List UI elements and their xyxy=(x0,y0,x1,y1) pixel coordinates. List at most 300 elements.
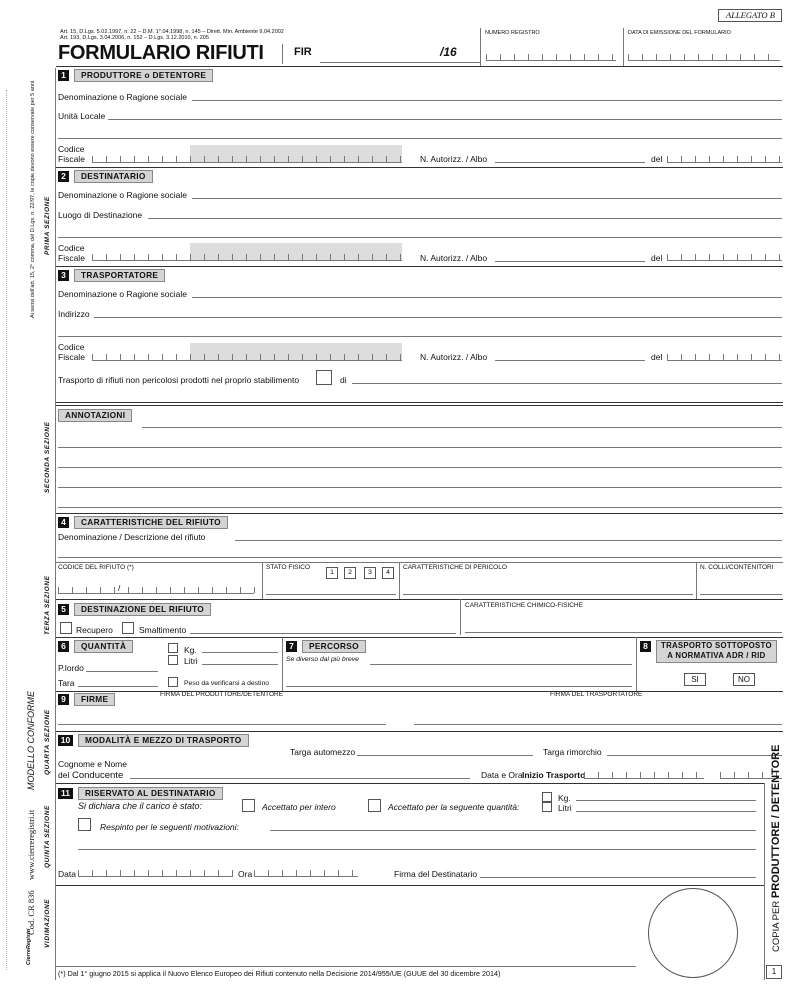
tick-mark xyxy=(190,870,191,876)
tick-mark xyxy=(723,254,724,260)
s2-del-field[interactable] xyxy=(667,252,782,261)
tick-mark xyxy=(570,54,571,60)
s11-quantita-label: Accettato per la seguente quantità: xyxy=(388,802,520,812)
section-8-number: 8 xyxy=(640,641,651,652)
tick-mark xyxy=(162,870,163,876)
s11-quantita-checkbox[interactable] xyxy=(368,799,381,812)
s1-denominazione-field[interactable] xyxy=(192,100,782,101)
tick-mark xyxy=(246,156,247,162)
tick-mark xyxy=(254,870,255,876)
tick-mark xyxy=(656,54,657,60)
s6-peso-checkbox[interactable] xyxy=(168,677,178,687)
tick-mark xyxy=(274,354,275,360)
tick-mark xyxy=(204,156,205,162)
copy-for-label xyxy=(770,745,782,952)
s1-autorizz-field[interactable] xyxy=(495,162,645,163)
tick-mark xyxy=(358,254,359,260)
tick-mark xyxy=(344,254,345,260)
s2-codice-label: Codice xyxy=(58,243,85,253)
s11-respinto-checkbox[interactable] xyxy=(78,818,91,831)
tick-mark xyxy=(254,587,255,593)
tick-mark xyxy=(754,54,755,60)
annotazioni-title: ANNOTAZIONI xyxy=(58,409,132,422)
tick-mark xyxy=(330,254,331,260)
s1-del-label: del xyxy=(651,154,663,164)
s5-chimico-label: CARATTERISTICHE CHIMICO-FISICHE xyxy=(465,602,583,609)
s10-targa-rim-field[interactable] xyxy=(607,755,782,756)
tick-mark xyxy=(372,354,373,360)
numero-registro-label: NUMERO REGISTRO xyxy=(485,30,540,36)
s4-descr-field[interactable] xyxy=(235,540,782,541)
s3-fiscale-label: Fiscale xyxy=(58,352,85,362)
tick-mark xyxy=(698,54,699,60)
s11-intero-checkbox[interactable] xyxy=(242,799,255,812)
tick-mark xyxy=(695,156,696,162)
s3-extra-line[interactable] xyxy=(58,336,782,337)
s4-codice-field[interactable] xyxy=(58,585,254,594)
tick-mark xyxy=(120,354,121,360)
s9-firma-prod-field[interactable] xyxy=(58,724,386,725)
tick-mark xyxy=(670,54,671,60)
s2-del-label: del xyxy=(651,253,663,263)
s9-firma-trasp-field[interactable] xyxy=(414,724,782,725)
s10-data-ora-label: Data e Ora xyxy=(481,770,523,780)
tick-mark xyxy=(344,354,345,360)
s4-stato-2[interactable]: 2 xyxy=(344,567,356,579)
s3-indirizzo-label: Indirizzo xyxy=(58,309,90,319)
s4-stato-label: STATO FISICO xyxy=(266,564,311,571)
brand-logo: CierreRegistri xyxy=(26,928,32,965)
s2-codice-fiscale-field[interactable] xyxy=(92,252,402,261)
s6-top-rule xyxy=(56,637,783,638)
tick-mark xyxy=(114,587,115,593)
s6-tara-label: Tara xyxy=(58,678,75,688)
tick-mark xyxy=(762,772,763,778)
s4-pericolo-field[interactable] xyxy=(403,594,693,595)
s9-firma-prod-label: FIRMA DEL PRODUTTORE/DETENTORE xyxy=(160,691,284,698)
section-3-number: 3 xyxy=(58,270,69,281)
tick-mark xyxy=(681,254,682,260)
tick-mark xyxy=(528,54,529,60)
vidimazione-stamp-circle[interactable] xyxy=(648,888,738,978)
s3-autorizz-label: N. Autorizz. / Albo xyxy=(420,352,488,362)
s3-del-field[interactable] xyxy=(667,352,782,361)
s3-trasporto-checkbox[interactable] xyxy=(316,370,332,385)
s10-del-label: del xyxy=(58,770,70,780)
s4-descr-line-2[interactable] xyxy=(58,557,782,558)
s6-tara-field[interactable] xyxy=(78,686,158,687)
s5-recupero-checkbox[interactable] xyxy=(60,622,72,634)
tick-mark xyxy=(106,156,107,162)
tick-mark xyxy=(740,54,741,60)
tick-mark xyxy=(176,870,177,876)
left-tear-line xyxy=(6,90,7,970)
section-8-title xyxy=(656,640,777,663)
s11-data-field[interactable] xyxy=(78,868,233,877)
copy-divider xyxy=(764,783,765,980)
tick-mark xyxy=(338,870,339,876)
tick-mark xyxy=(695,354,696,360)
s7-s8-divider xyxy=(636,637,637,691)
tick-mark xyxy=(288,156,289,162)
s4-div-3 xyxy=(696,562,697,599)
s11-top-rule xyxy=(56,783,764,784)
tick-mark xyxy=(148,870,149,876)
s10-targa-auto-label: Targa automezzo xyxy=(290,747,356,757)
section-2-number: 2 xyxy=(58,171,69,182)
s3-top-rule xyxy=(56,266,783,267)
tick-mark xyxy=(386,156,387,162)
tick-mark xyxy=(386,254,387,260)
s8-no-box[interactable]: NO xyxy=(733,673,755,686)
tick-mark xyxy=(695,254,696,260)
tick-mark xyxy=(148,156,149,162)
tick-mark xyxy=(120,156,121,162)
tick-mark xyxy=(120,870,121,876)
s7-se-diverso-label: Se diverso dal più breve xyxy=(286,656,359,663)
tick-mark xyxy=(204,870,205,876)
s11-respinto-line-2[interactable] xyxy=(78,849,756,850)
label-quinta-sezione: QUINTA SEZIONE xyxy=(44,805,51,868)
s10-data-field[interactable] xyxy=(584,770,704,779)
s11-firma-dest-label: Firma del Destinatario xyxy=(394,869,478,879)
tick-mark xyxy=(358,354,359,360)
s10-targa-auto-field[interactable] xyxy=(357,755,533,756)
s6-plordo-label: P.lordo xyxy=(58,663,84,673)
s11-intero-label: Accettato per intero xyxy=(262,802,336,812)
s10-cognome-label: Cognome e Nome xyxy=(58,759,127,769)
tick-mark xyxy=(723,156,724,162)
tick-mark xyxy=(726,54,727,60)
laws-line-2: Art. 193, D.Lgs. 3.04.2006, n. 152 – D.Lgs. 3.12.2010, n. 205 xyxy=(60,35,209,41)
tick-mark xyxy=(737,254,738,260)
section-1-number: 1 xyxy=(58,70,69,81)
label-prima-sezione: PRIMA SEZIONE xyxy=(44,196,51,255)
s11-si-dichiara: Si dichiara che il carico è stato: xyxy=(78,801,203,811)
s4-descr-label: Denominazione / Descrizione del rifiuto xyxy=(58,532,206,542)
tick-mark xyxy=(668,772,669,778)
s4-codice-label: CODICE DEL RIFIUTO (*) xyxy=(58,564,134,571)
tick-mark xyxy=(134,870,135,876)
tick-mark xyxy=(709,354,710,360)
tick-mark xyxy=(584,772,585,778)
s2-denominazione-label: Denominazione o Ragione sociale xyxy=(58,190,187,200)
tick-mark xyxy=(709,156,710,162)
tick-mark xyxy=(400,354,401,360)
tick-mark xyxy=(500,54,501,60)
s2-extra-line[interactable] xyxy=(58,237,782,238)
tick-mark xyxy=(667,156,668,162)
tick-mark xyxy=(400,254,401,260)
annotazioni-line-3[interactable] xyxy=(58,467,782,468)
section-7-number: 7 xyxy=(286,641,297,652)
s3-codice-label: Codice xyxy=(58,342,85,352)
s10-top-rule xyxy=(56,731,783,732)
tick-mark xyxy=(106,254,107,260)
tick-mark xyxy=(768,54,769,60)
tick-mark xyxy=(260,354,261,360)
tick-mark xyxy=(218,254,219,260)
tick-mark xyxy=(190,156,191,162)
tick-mark xyxy=(218,870,219,876)
tick-mark xyxy=(148,254,149,260)
tick-mark xyxy=(598,772,599,778)
tick-mark xyxy=(316,354,317,360)
tick-mark xyxy=(86,587,87,593)
s3-autorizz-field[interactable] xyxy=(495,360,645,361)
tick-mark xyxy=(542,54,543,60)
page-title: FORMULARIO RIFIUTI xyxy=(58,42,264,64)
s6-s7-divider xyxy=(282,637,283,691)
tick-mark xyxy=(612,54,613,60)
tick-mark xyxy=(274,254,275,260)
tick-mark xyxy=(302,156,303,162)
tick-mark xyxy=(344,156,345,162)
tick-mark xyxy=(310,870,311,876)
numero-registro-field[interactable] xyxy=(486,52,616,61)
s4-stato-field[interactable] xyxy=(266,594,396,595)
s10-conducente-field[interactable] xyxy=(130,778,470,779)
annotazioni-line-2[interactable] xyxy=(58,447,782,448)
s1-autorizz-label: N. Autorizz. / Albo xyxy=(420,154,488,164)
tick-mark xyxy=(204,354,205,360)
tick-mark xyxy=(640,772,641,778)
s4-div-1 xyxy=(262,562,263,599)
s4-div-2 xyxy=(399,562,400,599)
section-10-number: 10 xyxy=(58,735,73,746)
s4-colli-field[interactable] xyxy=(700,594,782,595)
tick-mark xyxy=(268,870,269,876)
tick-mark xyxy=(246,254,247,260)
s11-data-label: Data xyxy=(58,869,76,879)
tick-mark xyxy=(765,354,766,360)
s11-firma-dest-field[interactable] xyxy=(480,877,756,878)
tick-mark xyxy=(156,587,157,593)
tick-mark xyxy=(330,354,331,360)
s5-divider xyxy=(460,599,461,635)
s3-denominazione-label: Denominazione o Ragione sociale xyxy=(58,289,187,299)
tick-mark xyxy=(734,772,735,778)
tick-mark xyxy=(667,254,668,260)
fir-label: FIR xyxy=(294,46,312,58)
tick-mark xyxy=(128,587,129,593)
s7-percorso-line-1[interactable] xyxy=(370,664,632,665)
annotazioni-top-rule-a xyxy=(56,402,783,403)
section-2-title: DESTINATARIO xyxy=(74,170,153,183)
s2-fiscale-label: Fiscale xyxy=(58,253,85,263)
s6-kg-field[interactable] xyxy=(202,652,278,653)
tick-mark xyxy=(316,156,317,162)
s1-codice-fiscale-field[interactable] xyxy=(92,154,402,163)
annotazioni-line-5[interactable] xyxy=(58,507,782,508)
fir-number-line[interactable] xyxy=(320,62,480,63)
fir-suffix: /16 xyxy=(440,45,457,59)
tick-mark xyxy=(598,54,599,60)
tick-mark xyxy=(184,587,185,593)
s3-di-field[interactable] xyxy=(352,383,782,384)
s11-litri-label: Litri xyxy=(558,803,572,813)
tick-mark xyxy=(288,254,289,260)
tick-mark xyxy=(352,870,353,876)
s4-pericolo-label: CARATTERISTICHE DI PERICOLO xyxy=(403,564,507,571)
tick-mark xyxy=(282,870,283,876)
s1-del-field[interactable] xyxy=(667,154,782,163)
s5-top-rule xyxy=(56,599,783,600)
s8-title-line-2: A NORMATIVA ADR / RID xyxy=(667,651,766,660)
s4-colli-label: N. COLLI/CONTENITORI xyxy=(700,564,774,571)
tick-mark xyxy=(682,772,683,778)
s5-codice-field[interactable] xyxy=(190,633,456,634)
tick-mark xyxy=(246,354,247,360)
tick-mark xyxy=(612,772,613,778)
section-7-title: PERCORSO xyxy=(302,640,366,653)
s11-ora-label: Ora xyxy=(238,869,253,879)
section-3-title: TRASPORTATORE xyxy=(74,269,165,282)
tick-mark xyxy=(681,354,682,360)
s3-denominazione-field[interactable] xyxy=(192,297,782,298)
s1-extra-line[interactable] xyxy=(58,138,782,139)
s5-smaltimento-checkbox[interactable] xyxy=(122,622,134,634)
tick-mark xyxy=(302,254,303,260)
s2-luogo-field[interactable] xyxy=(148,218,782,219)
tick-mark xyxy=(712,54,713,60)
s11-kg-field[interactable] xyxy=(576,800,756,801)
annotazioni-line-1[interactable] xyxy=(142,427,782,428)
footnote: (*) Dal 1° giugno 2015 si applica il Nuovo Elenco Europeo dei Rifiuti contenuto nella Decisione 2014/955/UE (GUUE del 30 dicembre 2014) xyxy=(58,969,501,978)
s6-kg-checkbox[interactable] xyxy=(168,643,178,653)
copy-destination: PRODUTTORE / DETENTORE xyxy=(770,744,782,899)
tick-mark xyxy=(260,254,261,260)
tick-mark xyxy=(584,54,585,60)
s6-litri-field[interactable] xyxy=(202,664,278,665)
s4-stato-4[interactable]: 4 xyxy=(382,567,394,579)
label-seconda-sezione: SECONDA SEZIONE xyxy=(44,421,51,493)
s11-litri-field[interactable] xyxy=(576,811,756,812)
s6-litri-checkbox[interactable] xyxy=(168,655,178,665)
tick-mark xyxy=(723,354,724,360)
tick-mark xyxy=(720,772,721,778)
s1-codice-label: Codice xyxy=(58,144,85,154)
tick-mark xyxy=(296,870,297,876)
section-4-number: 4 xyxy=(58,517,69,528)
tick-mark xyxy=(162,254,163,260)
s7-percorso-line-2[interactable] xyxy=(286,686,632,687)
s2-denominazione-field[interactable] xyxy=(192,198,782,199)
tick-mark xyxy=(514,54,515,60)
s4-top-rule xyxy=(56,513,783,514)
tick-mark xyxy=(628,54,629,60)
s11-litri-checkbox[interactable] xyxy=(542,802,552,812)
tick-mark xyxy=(654,772,655,778)
section-1-title: PRODUTTORE o DETENTORE xyxy=(74,69,213,82)
tick-mark xyxy=(696,772,697,778)
tick-mark xyxy=(58,587,59,593)
tick-mark xyxy=(190,354,191,360)
tick-mark xyxy=(78,870,79,876)
laws-line-1: Art. 15, D.Lgs. 5.02.1997, n. 22 – D.M. 1°.04.1998, n. 145 – Dirett. Min. Ambiente 9.04.2002 xyxy=(60,29,284,35)
tick-mark xyxy=(218,354,219,360)
tick-mark xyxy=(176,354,177,360)
tick-mark xyxy=(226,587,227,593)
s11-ora-field[interactable] xyxy=(254,868,358,877)
tick-mark xyxy=(372,156,373,162)
s8-si-box[interactable]: SI xyxy=(684,673,706,686)
tick-mark xyxy=(684,54,685,60)
s2-autorizz-label: N. Autorizz. / Albo xyxy=(420,253,488,263)
annotazioni-line-4[interactable] xyxy=(58,487,782,488)
s4-stato-1[interactable]: 1 xyxy=(326,567,338,579)
s4-grid-top xyxy=(56,562,783,563)
section-9-title: FIRME xyxy=(74,693,115,706)
tick-mark xyxy=(358,156,359,162)
tick-mark xyxy=(106,870,107,876)
s5-smaltimento-label: Smaltimento xyxy=(139,625,187,635)
s4-codice-slash: / xyxy=(118,583,121,593)
s11-kg-checkbox[interactable] xyxy=(542,792,552,802)
s1-unita-field[interactable] xyxy=(108,119,782,120)
s8-title-line-1: TRASPORTO SOTTOPOSTO xyxy=(661,641,772,650)
s3-indirizzo-field[interactable] xyxy=(94,317,782,318)
tick-mark xyxy=(765,254,766,260)
tick-mark xyxy=(92,254,93,260)
tick-mark xyxy=(667,354,668,360)
tick-mark xyxy=(240,587,241,593)
tick-mark xyxy=(779,354,780,360)
tick-mark xyxy=(751,354,752,360)
tick-mark xyxy=(232,254,233,260)
s4-stato-3[interactable]: 3 xyxy=(364,567,376,579)
label-vidimazione: VIDIMAZIONE xyxy=(44,898,51,948)
s10-inizio-label: Inizio Trasporto xyxy=(522,770,586,780)
label-terza-sezione: TERZA SEZIONE xyxy=(44,575,51,635)
s1-fiscale-label: Fiscale xyxy=(58,154,85,164)
section-9-number: 9 xyxy=(58,694,69,705)
tick-mark xyxy=(642,54,643,60)
tick-mark xyxy=(556,54,557,60)
s5-chimico-field[interactable] xyxy=(465,632,782,633)
website: www.cierreregistri.it xyxy=(26,809,36,880)
tick-mark xyxy=(372,254,373,260)
tick-mark xyxy=(134,156,135,162)
section-6-title: QUANTITÀ xyxy=(74,640,133,653)
s6-plordo-field[interactable] xyxy=(86,671,158,672)
s1-denominazione-label: Denominazione o Ragione sociale xyxy=(58,92,187,102)
s3-codice-fiscale-field[interactable] xyxy=(92,352,402,361)
s11-respinto-label: Respinto per le seguenti motivazioni: xyxy=(100,822,239,832)
tick-mark xyxy=(330,156,331,162)
allegato-label: ALLEGATO B xyxy=(726,10,775,20)
tick-mark xyxy=(737,354,738,360)
tick-mark xyxy=(176,156,177,162)
tick-mark xyxy=(709,254,710,260)
s5-recupero-label: Recupero xyxy=(76,625,113,635)
s1-unita-label: Unità Locale xyxy=(58,111,106,121)
tick-mark xyxy=(134,354,135,360)
s11-kg-label: Kg. xyxy=(558,793,571,803)
footnote-rule xyxy=(56,966,636,967)
page-number-box: 1 xyxy=(766,965,782,979)
s11-respinto-line-1[interactable] xyxy=(270,830,756,831)
tick-mark xyxy=(737,156,738,162)
tick-mark xyxy=(148,354,149,360)
s2-autorizz-field[interactable] xyxy=(495,261,645,262)
data-emissione-field[interactable] xyxy=(628,52,780,61)
tick-mark xyxy=(779,254,780,260)
tick-mark xyxy=(100,587,101,593)
header-divider-1 xyxy=(480,28,481,66)
tick-mark xyxy=(386,354,387,360)
s3-trasporto-label: Trasporto di rifiuti non pericolosi prodotti nel proprio stabilimento xyxy=(58,375,300,385)
